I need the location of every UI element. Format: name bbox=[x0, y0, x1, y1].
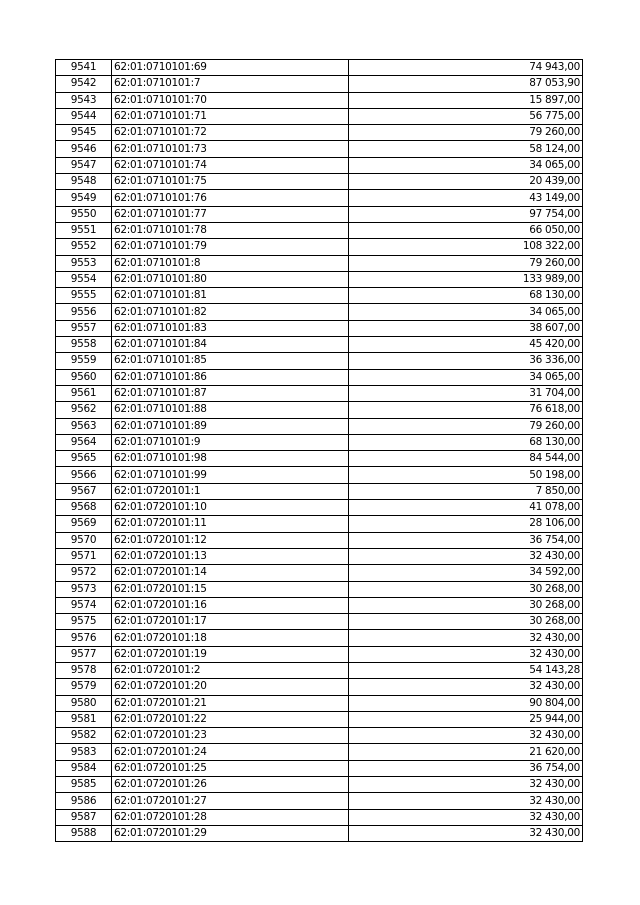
cadastral-number: 62:01:0720101:22 bbox=[112, 711, 349, 727]
row-number: 9552 bbox=[56, 239, 112, 255]
row-number: 9574 bbox=[56, 597, 112, 613]
table-row bbox=[56, 548, 583, 564]
cadastral-value: 97 754,00 bbox=[349, 206, 583, 222]
cadastral-number: 62:01:0720101:28 bbox=[112, 809, 349, 825]
cadastral-number: 62:01:0720101:2 bbox=[112, 662, 349, 678]
table-row bbox=[56, 353, 583, 369]
row-number: 9550 bbox=[56, 206, 112, 222]
table-row bbox=[56, 92, 583, 108]
table-row bbox=[56, 728, 583, 744]
table-row bbox=[56, 532, 583, 548]
cadastral-value: 45 420,00 bbox=[349, 337, 583, 353]
row-number: 9569 bbox=[56, 516, 112, 532]
cadastral-number: 62:01:0710101:78 bbox=[112, 222, 349, 238]
cadastral-number: 62:01:0710101:76 bbox=[112, 190, 349, 206]
cadastral-value: 68 130,00 bbox=[349, 434, 583, 450]
table-row bbox=[56, 500, 583, 516]
cadastral-number: 62:01:0720101:25 bbox=[112, 760, 349, 776]
table-row bbox=[56, 565, 583, 581]
cadastral-value: 34 065,00 bbox=[349, 304, 583, 320]
cadastral-value: 25 944,00 bbox=[349, 711, 583, 727]
cadastral-value: 54 143,28 bbox=[349, 662, 583, 678]
table-row bbox=[56, 483, 583, 499]
cadastral-number: 62:01:0710101:98 bbox=[112, 451, 349, 467]
cadastral-value: 76 618,00 bbox=[349, 402, 583, 418]
cadastral-value: 133 989,00 bbox=[349, 271, 583, 287]
row-number: 9567 bbox=[56, 483, 112, 499]
cadastral-number: 62:01:0710101:8 bbox=[112, 255, 349, 271]
cadastral-number: 62:01:0720101:11 bbox=[112, 516, 349, 532]
table-row bbox=[56, 516, 583, 532]
row-number: 9577 bbox=[56, 646, 112, 662]
cadastral-value: 74 943,00 bbox=[349, 60, 583, 76]
cadastral-value: 34 592,00 bbox=[349, 565, 583, 581]
cadastral-value: 79 260,00 bbox=[349, 255, 583, 271]
cadastral-value: 32 430,00 bbox=[349, 646, 583, 662]
cadastral-value: 90 804,00 bbox=[349, 695, 583, 711]
table-row bbox=[56, 467, 583, 483]
cadastral-value: 87 053,90 bbox=[349, 76, 583, 92]
cadastral-value: 30 268,00 bbox=[349, 597, 583, 613]
row-number: 9564 bbox=[56, 434, 112, 450]
row-number: 9572 bbox=[56, 565, 112, 581]
row-number: 9578 bbox=[56, 662, 112, 678]
table-row bbox=[56, 711, 583, 727]
cadastral-number: 62:01:0710101:74 bbox=[112, 157, 349, 173]
cadastral-number: 62:01:0720101:13 bbox=[112, 548, 349, 564]
table-row bbox=[56, 174, 583, 190]
cadastral-number: 62:01:0710101:85 bbox=[112, 353, 349, 369]
row-number: 9558 bbox=[56, 337, 112, 353]
table-row bbox=[56, 369, 583, 385]
cadastral-number: 62:01:0720101:24 bbox=[112, 744, 349, 760]
row-number: 9576 bbox=[56, 630, 112, 646]
cadastral-number: 62:01:0720101:15 bbox=[112, 581, 349, 597]
row-number: 9554 bbox=[56, 271, 112, 287]
row-number: 9548 bbox=[56, 174, 112, 190]
cadastral-number: 62:01:0720101:16 bbox=[112, 597, 349, 613]
cadastral-number: 62:01:0710101:7 bbox=[112, 76, 349, 92]
row-number: 9581 bbox=[56, 711, 112, 727]
table-row bbox=[56, 304, 583, 320]
cadastral-value: 32 430,00 bbox=[349, 809, 583, 825]
table-row bbox=[56, 451, 583, 467]
cadastral-value: 32 430,00 bbox=[349, 728, 583, 744]
table-row bbox=[56, 630, 583, 646]
cadastral-number: 62:01:0710101:82 bbox=[112, 304, 349, 320]
row-number: 9580 bbox=[56, 695, 112, 711]
table-row bbox=[56, 695, 583, 711]
cadastral-value: 31 704,00 bbox=[349, 385, 583, 401]
cadastral-value: 66 050,00 bbox=[349, 222, 583, 238]
row-number: 9553 bbox=[56, 255, 112, 271]
cadastral-value: 36 754,00 bbox=[349, 760, 583, 776]
cadastral-number: 62:01:0710101:81 bbox=[112, 288, 349, 304]
cadastral-value: 32 430,00 bbox=[349, 825, 583, 841]
table-row bbox=[56, 157, 583, 173]
row-number: 9542 bbox=[56, 76, 112, 92]
cadastral-value: 20 439,00 bbox=[349, 174, 583, 190]
cadastral-number: 62:01:0710101:80 bbox=[112, 271, 349, 287]
cadastral-value: 32 430,00 bbox=[349, 630, 583, 646]
cadastral-number: 62:01:0710101:70 bbox=[112, 92, 349, 108]
row-number: 9588 bbox=[56, 825, 112, 841]
cadastral-number: 62:01:0720101:12 bbox=[112, 532, 349, 548]
cadastral-value: 84 544,00 bbox=[349, 451, 583, 467]
table-row bbox=[56, 793, 583, 809]
cadastral-number: 62:01:0720101:10 bbox=[112, 500, 349, 516]
row-number: 9546 bbox=[56, 141, 112, 157]
row-number: 9568 bbox=[56, 500, 112, 516]
cadastral-number: 62:01:0710101:73 bbox=[112, 141, 349, 157]
cadastral-number: 62:01:0710101:71 bbox=[112, 108, 349, 124]
cadastral-value: 36 336,00 bbox=[349, 353, 583, 369]
table-row bbox=[56, 809, 583, 825]
row-number: 9573 bbox=[56, 581, 112, 597]
row-number: 9560 bbox=[56, 369, 112, 385]
cadastral-value: 34 065,00 bbox=[349, 369, 583, 385]
cadastral-value: 7 850,00 bbox=[349, 483, 583, 499]
row-number: 9559 bbox=[56, 353, 112, 369]
row-number: 9547 bbox=[56, 157, 112, 173]
table-row bbox=[56, 402, 583, 418]
cadastral-number: 62:01:0710101:9 bbox=[112, 434, 349, 450]
row-number: 9571 bbox=[56, 548, 112, 564]
cadastral-value: 32 430,00 bbox=[349, 679, 583, 695]
cadastral-number: 62:01:0720101:21 bbox=[112, 695, 349, 711]
table-row bbox=[56, 614, 583, 630]
row-number: 9555 bbox=[56, 288, 112, 304]
cadastral-number: 62:01:0710101:69 bbox=[112, 60, 349, 76]
table-row bbox=[56, 679, 583, 695]
cadastral-value: 56 775,00 bbox=[349, 108, 583, 124]
table-row bbox=[56, 646, 583, 662]
cadastral-number: 62:01:0720101:23 bbox=[112, 728, 349, 744]
cadastral-number: 62:01:0710101:88 bbox=[112, 402, 349, 418]
table-row bbox=[56, 288, 583, 304]
row-number: 9575 bbox=[56, 614, 112, 630]
cadastral-value: 21 620,00 bbox=[349, 744, 583, 760]
cadastral-value: 50 198,00 bbox=[349, 467, 583, 483]
table-row bbox=[56, 337, 583, 353]
cadastral-number: 62:01:0720101:17 bbox=[112, 614, 349, 630]
cadastral-value: 32 430,00 bbox=[349, 793, 583, 809]
cadastral-number: 62:01:0710101:84 bbox=[112, 337, 349, 353]
cadastral-number: 62:01:0710101:87 bbox=[112, 385, 349, 401]
row-number: 9584 bbox=[56, 760, 112, 776]
cadastral-number: 62:01:0710101:79 bbox=[112, 239, 349, 255]
cadastral-number: 62:01:0720101:29 bbox=[112, 825, 349, 841]
row-number: 9585 bbox=[56, 777, 112, 793]
cadastral-number: 62:01:0710101:77 bbox=[112, 206, 349, 222]
cadastral-value: 30 268,00 bbox=[349, 614, 583, 630]
cadastral-number: 62:01:0720101:1 bbox=[112, 483, 349, 499]
table-row bbox=[56, 108, 583, 124]
table-row bbox=[56, 271, 583, 287]
table-row bbox=[56, 581, 583, 597]
cadastral-number: 62:01:0710101:99 bbox=[112, 467, 349, 483]
cadastral-number: 62:01:0710101:83 bbox=[112, 320, 349, 336]
row-number: 9565 bbox=[56, 451, 112, 467]
row-number: 9562 bbox=[56, 402, 112, 418]
row-number: 9570 bbox=[56, 532, 112, 548]
table-row bbox=[56, 385, 583, 401]
table-row bbox=[56, 76, 583, 92]
table-row bbox=[56, 206, 583, 222]
row-number: 9583 bbox=[56, 744, 112, 760]
cadastral-value: 38 607,00 bbox=[349, 320, 583, 336]
table-row bbox=[56, 190, 583, 206]
row-number: 9579 bbox=[56, 679, 112, 695]
table-row bbox=[56, 662, 583, 678]
table-row bbox=[56, 60, 583, 76]
cadastral-number: 62:01:0720101:14 bbox=[112, 565, 349, 581]
cadastral-value: 79 260,00 bbox=[349, 418, 583, 434]
cadastral-value: 34 065,00 bbox=[349, 157, 583, 173]
table-row bbox=[56, 825, 583, 841]
row-number: 9543 bbox=[56, 92, 112, 108]
table-row bbox=[56, 418, 583, 434]
row-number: 9557 bbox=[56, 320, 112, 336]
row-number: 9541 bbox=[56, 60, 112, 76]
table-row bbox=[56, 434, 583, 450]
row-number: 9563 bbox=[56, 418, 112, 434]
table-row bbox=[56, 777, 583, 793]
row-number: 9561 bbox=[56, 385, 112, 401]
row-number: 9549 bbox=[56, 190, 112, 206]
row-number: 9587 bbox=[56, 809, 112, 825]
row-number: 9582 bbox=[56, 728, 112, 744]
table-row bbox=[56, 744, 583, 760]
cadastral-number: 62:01:0710101:89 bbox=[112, 418, 349, 434]
cadastral-value: 36 754,00 bbox=[349, 532, 583, 548]
table-row bbox=[56, 239, 583, 255]
cadastral-value: 108 322,00 bbox=[349, 239, 583, 255]
cadastral-value: 79 260,00 bbox=[349, 125, 583, 141]
cadastral-value: 68 130,00 bbox=[349, 288, 583, 304]
cadastral-number: 62:01:0710101:75 bbox=[112, 174, 349, 190]
row-number: 9556 bbox=[56, 304, 112, 320]
cadastral-number: 62:01:0710101:86 bbox=[112, 369, 349, 385]
table-row bbox=[56, 255, 583, 271]
cadastral-value: 15 897,00 bbox=[349, 92, 583, 108]
cadastral-number: 62:01:0720101:18 bbox=[112, 630, 349, 646]
table-row bbox=[56, 760, 583, 776]
row-number: 9544 bbox=[56, 108, 112, 124]
cadastral-value: 28 106,00 bbox=[349, 516, 583, 532]
cadastral-value: 32 430,00 bbox=[349, 548, 583, 564]
table-row bbox=[56, 320, 583, 336]
cadastral-value: 43 149,00 bbox=[349, 190, 583, 206]
row-number: 9586 bbox=[56, 793, 112, 809]
cadastral-value: 41 078,00 bbox=[349, 500, 583, 516]
cadastral-value: 58 124,00 bbox=[349, 141, 583, 157]
table-row bbox=[56, 222, 583, 238]
cadastral-number: 62:01:0720101:20 bbox=[112, 679, 349, 695]
table-row bbox=[56, 125, 583, 141]
cadastral-number: 62:01:0720101:26 bbox=[112, 777, 349, 793]
row-number: 9551 bbox=[56, 222, 112, 238]
table-row bbox=[56, 597, 583, 613]
cadastral-value: 30 268,00 bbox=[349, 581, 583, 597]
row-number: 9545 bbox=[56, 125, 112, 141]
cadastral-value: 32 430,00 bbox=[349, 777, 583, 793]
row-number: 9566 bbox=[56, 467, 112, 483]
cadastral-number: 62:01:0720101:27 bbox=[112, 793, 349, 809]
table-row bbox=[56, 141, 583, 157]
table-body bbox=[56, 60, 583, 842]
cadastral-value-table bbox=[55, 59, 583, 842]
cadastral-number: 62:01:0710101:72 bbox=[112, 125, 349, 141]
cadastral-number: 62:01:0720101:19 bbox=[112, 646, 349, 662]
